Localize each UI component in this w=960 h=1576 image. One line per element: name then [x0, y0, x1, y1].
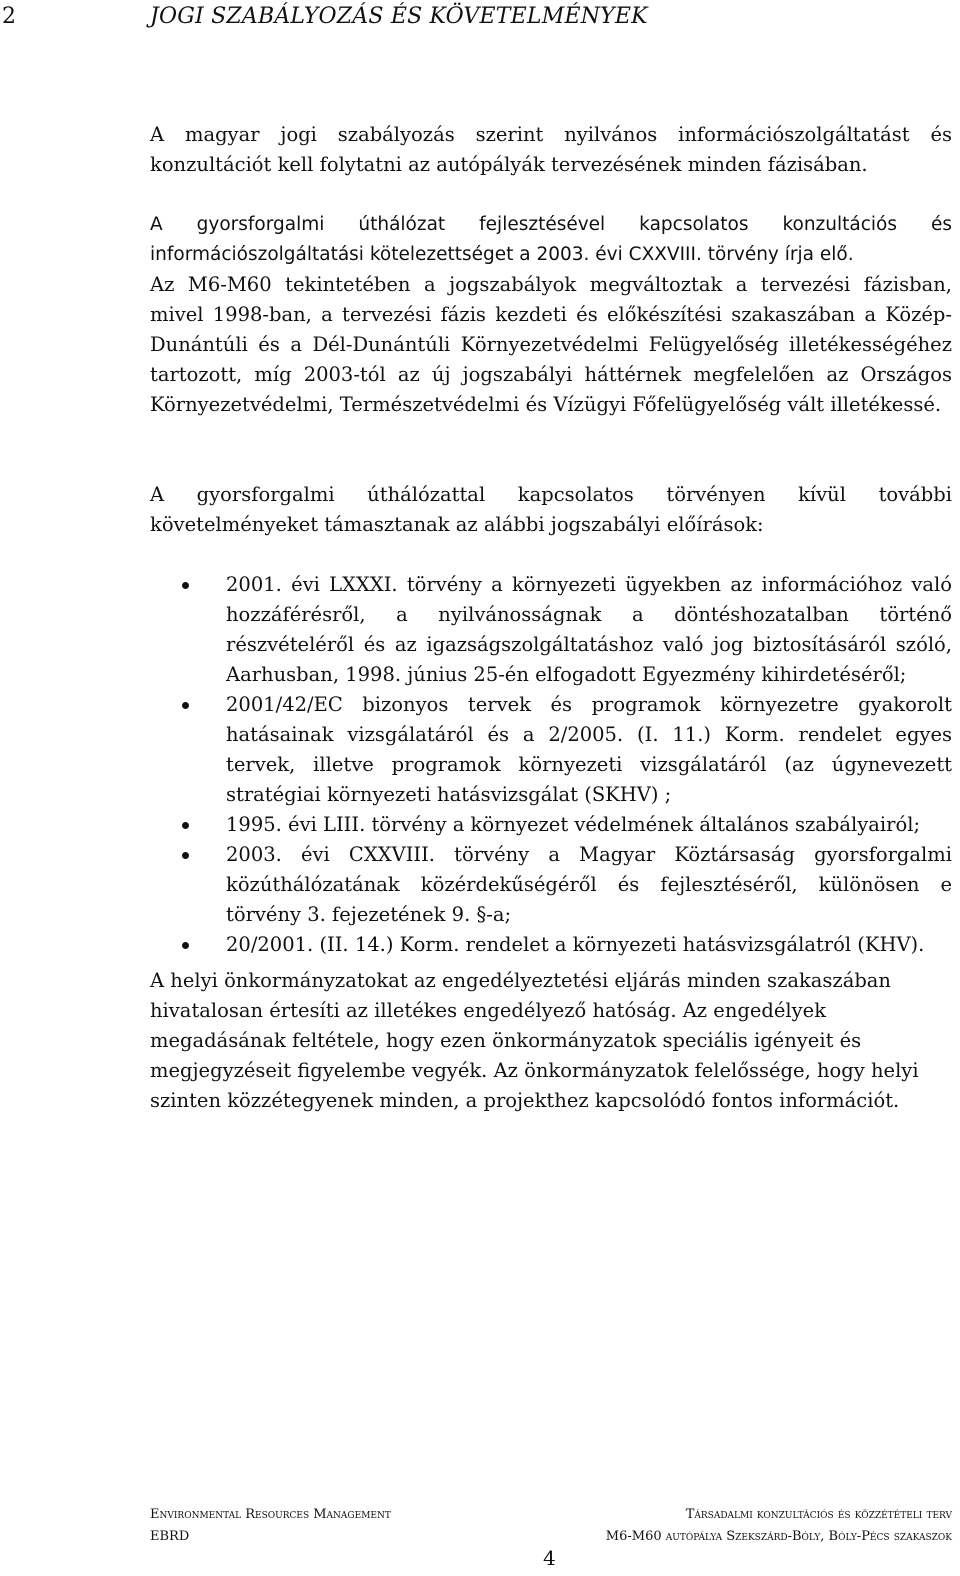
paragraph-local-governments: A helyi önkormányzatokat az engedélyeztetési eljárás minden szakaszában hivatalosan értesíti az illetékes engedélyező hatóság. Az engedélyek megadásának feltétele, hogy ezen önkormányzatok speciális igényeit és megjegyzéseit figyelembe vegyék. Az önkormányzatok felelőssége, hogy helyi szinten közzétegyenek minden, a projekthez kapcsolódó fontos információt.: [150, 969, 919, 1112]
footer-company: Environmental Resources Management: [150, 1507, 391, 1522]
list-item-text: 2001/42/EC bizonyos tervek és programok környezetre gyakorolt hatásainak vizsgálatáról és a 2/2005. (I. 11.) Korm. rendelet egyes tervek, illetve programok környezeti vizsgálatáról (az úgynevezett stratégiai környezeti hatásvizsgálat (SKHV) ;: [226, 693, 952, 806]
bullet-icon: [182, 582, 189, 589]
section-number: 2: [2, 4, 16, 29]
list-item-text: 2003. évi CXXVIII. törvény a Magyar Köztársaság gyorsforgalmi közúthálózatának közérdekűségéről és fejlesztéséről, különösen e törvény 3. fejezetének 9. §-a;: [226, 843, 952, 926]
footer-project-name: M6-M60 autópálya Szekszárd-Bóly, Bóly-Pécs szakaszok: [605, 1529, 952, 1544]
bullet-icon: [182, 822, 189, 829]
page-header: [0, 2, 960, 32]
list-item-text: 20/2001. (II. 14.) Korm. rendelet a környezeti hatásvizsgálatról (KHV).: [226, 933, 925, 956]
footer-left: [150, 1504, 391, 1548]
bullet-icon: [182, 702, 189, 709]
paragraph-highway-network-law: A gyorsforgalmi úthálózat fejlesztésével kapcsolatos konzultációs és információszolgáltatási kötelezettséget a 2003. évi CXXVIII. törvény írja elő.: [150, 214, 952, 265]
list-item: [150, 570, 952, 690]
section-title: JOGI SZABÁLYOZÁS ÉS KÖVETELMÉNYEK: [150, 4, 648, 29]
bullet-icon: [182, 942, 189, 949]
list-item: [150, 930, 952, 960]
bullet-icon: [182, 852, 189, 859]
footer-right: [606, 1504, 952, 1548]
list-item: [150, 840, 952, 930]
legislation-list: [150, 570, 952, 960]
list-item-text: 1995. évi LIII. törvény a környezet védelmének általános szabályairól;: [226, 813, 921, 836]
footer-client: EBRD: [150, 1529, 190, 1544]
list-item-text: 2001. évi LXXXI. törvény a környezeti ügyekben az információhoz való hozzáférésről, a nyilvánosságnak a döntéshozatalban történő részvételéről és az igazságszolgáltatáshoz való jog biztosításáról szóló, Aarhusban, 1998. június 25-én elfogadott Egyezmény kihirdetéséről;: [226, 573, 952, 686]
paragraph-m6-m60-jurisdiction: Az M6-M60 tekintetében a jogszabályok megváltoztak a tervezési fázisban, mivel 1998-ban, a tervezési fázis kezdeti és előkészítési szakaszában a Közép-Dunántúli és a Dél-Dunántúli Környezetvédelmi Felügyelőség illetékességéhez tartozott, míg 2003-tól az új jogszabályi háttérnek megfelelően az Országos Környezetvédelmi, Természetvédelmi és Vízügyi Főfelügyelőség vált illetékessé.: [150, 273, 952, 416]
list-item: [150, 810, 952, 840]
footer-document-title: Társadalmi konzultációs és közzétételi terv: [685, 1507, 952, 1522]
paragraph-public-consultation: A magyar jogi szabályozás szerint nyilvános információszolgáltatást és konzultációt kell folytatni az autópályák tervezésének minden fázisában.: [150, 123, 952, 176]
page-number: 4: [543, 1546, 556, 1570]
list-item: [150, 690, 952, 810]
paragraph-additional-requirements: A gyorsforgalmi úthálózattal kapcsolatos törvényen kívül további követelményeket támasztanak az alábbi jogszabályi előírások:: [150, 483, 952, 536]
